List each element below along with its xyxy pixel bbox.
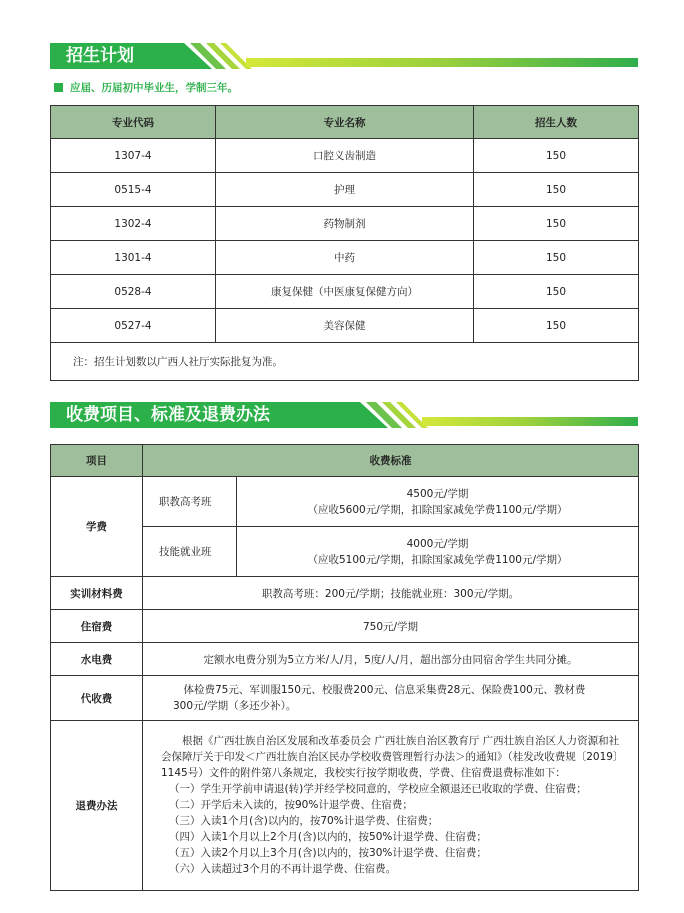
agency-value <box>143 676 639 721</box>
item-tuition: 学费 <box>51 477 143 577</box>
bullet-square-icon <box>54 83 63 92</box>
col-header-standard: 收费标准 <box>143 445 639 477</box>
refund-item: （二）开学后未入读的，按90%计退学费、住宿费； <box>169 799 413 811</box>
table-header-row <box>51 106 639 139</box>
refund-item: （五）入读2个月以上3个月(含)以内的，按30%计退学费、住宿费； <box>169 847 487 859</box>
cell-name: 口腔义齿制造 <box>216 139 474 173</box>
table-row <box>51 643 639 676</box>
plan-note: 注：招生计划数以广西人社厅实际批复为准。 <box>51 343 639 381</box>
utility-value: 定额水电费分别为5立方米/人/月，5度/人/月，超出部分由同宿舍学生共同分摊。 <box>143 643 639 676</box>
cell-name: 康复保健（中医康复保健方向） <box>216 275 474 309</box>
refund-item: （六）入读超过3个月的不再计退学费、住宿费。 <box>169 863 397 875</box>
header-stripes <box>346 402 638 428</box>
table-row <box>51 173 639 207</box>
table-row <box>51 721 639 891</box>
cell-code: 1307-4 <box>51 139 216 173</box>
col-header-code: 专业代码 <box>51 106 216 139</box>
section-title: 招生计划 <box>50 43 174 69</box>
subtitle <box>54 80 238 95</box>
cell-count: 150 <box>474 275 639 309</box>
enrollment-plan-table <box>50 105 639 381</box>
cell-name: 中药 <box>216 241 474 275</box>
table-row <box>51 676 639 721</box>
tuition-gaokao-label: 职教高考班 <box>143 477 237 527</box>
value-line: （应收5100元/学期，扣除国家减免学费1100元/学期） <box>307 553 568 566</box>
cell-code: 1302-4 <box>51 207 216 241</box>
item-refund: 退费办法 <box>51 721 143 891</box>
section-title: 收费项目、标准及退费办法 <box>50 402 350 428</box>
cell-name: 美容保健 <box>216 309 474 343</box>
table-row <box>51 477 639 527</box>
cell-name: 护理 <box>216 173 474 207</box>
col-header-count: 招生人数 <box>474 106 639 139</box>
table-row <box>51 610 639 643</box>
refund-item: （四）入读1个月以上2个月(含)以内的，按50%计退学费、住宿费； <box>169 831 487 843</box>
cell-count: 150 <box>474 173 639 207</box>
cell-code: 0515-4 <box>51 173 216 207</box>
col-header-name: 专业名称 <box>216 106 474 139</box>
lodging-value: 750元/学期 <box>143 610 639 643</box>
table-row <box>51 275 639 309</box>
cell-code: 1301-4 <box>51 241 216 275</box>
section-header-fees <box>50 402 638 428</box>
cell-count: 150 <box>474 309 639 343</box>
refund-item: （一）学生开学前申请退(转)学并经学校同意的，学校应全额退还已收取的学费、住宿费； <box>169 783 587 795</box>
cell-code: 0528-4 <box>51 275 216 309</box>
item-lodging: 住宿费 <box>51 610 143 643</box>
value-line: 4500元/学期 <box>406 487 469 500</box>
table-row <box>51 241 639 275</box>
value-line: （应收5600元/学期，扣除国家减免学费1100元/学期） <box>307 503 568 516</box>
fee-table <box>50 444 639 891</box>
table-note-row <box>51 343 639 381</box>
value-line: 体检费75元、军训服150元、校服费200元、信息采集费28元、保险费100元、教材费 <box>183 684 586 696</box>
table-row <box>51 577 639 610</box>
value-line: 4000元/学期 <box>406 537 469 550</box>
item-material: 实训材料费 <box>51 577 143 610</box>
cell-count: 150 <box>474 207 639 241</box>
cell-name: 药物制剂 <box>216 207 474 241</box>
col-header-item: 项目 <box>51 445 143 477</box>
cell-code: 0527-4 <box>51 309 216 343</box>
table-row <box>51 309 639 343</box>
tuition-jiuye-value <box>237 527 639 577</box>
material-value: 职教高考班：200元/学期；技能就业班：300元/学期。 <box>143 577 639 610</box>
item-utility: 水电费 <box>51 643 143 676</box>
tuition-gaokao-value <box>237 477 639 527</box>
table-header-row <box>51 445 639 477</box>
table-row <box>51 207 639 241</box>
cell-count: 150 <box>474 139 639 173</box>
refund-intro: 根据《广西壮族自治区发展和改革委员会 广西壮族自治区教育厅 广西壮族自治区人力资源和社会保障厅关于印发＜广西壮族自治区民办学校收费管理暂行办法＞的通知》（桂发改收费规〔2019〕1145号）文件的附件第八条规定，我校实行按学期收费，学费、住宿费退费标准如下： <box>161 735 620 779</box>
section-header-enrollment <box>50 43 638 69</box>
header-stripes <box>170 43 638 69</box>
value-line: 300元/学期（多还少补）。 <box>173 700 297 712</box>
table-row <box>51 139 639 173</box>
item-agency: 代收费 <box>51 676 143 721</box>
refund-value <box>143 721 639 891</box>
tuition-jiuye-label: 技能就业班 <box>143 527 237 577</box>
subtitle-text: 应届、历届初中毕业生，学制三年。 <box>70 82 238 94</box>
refund-item: （三）入读1个月(含)以内的，按70%计退学费、住宿费； <box>169 815 439 827</box>
cell-count: 150 <box>474 241 639 275</box>
